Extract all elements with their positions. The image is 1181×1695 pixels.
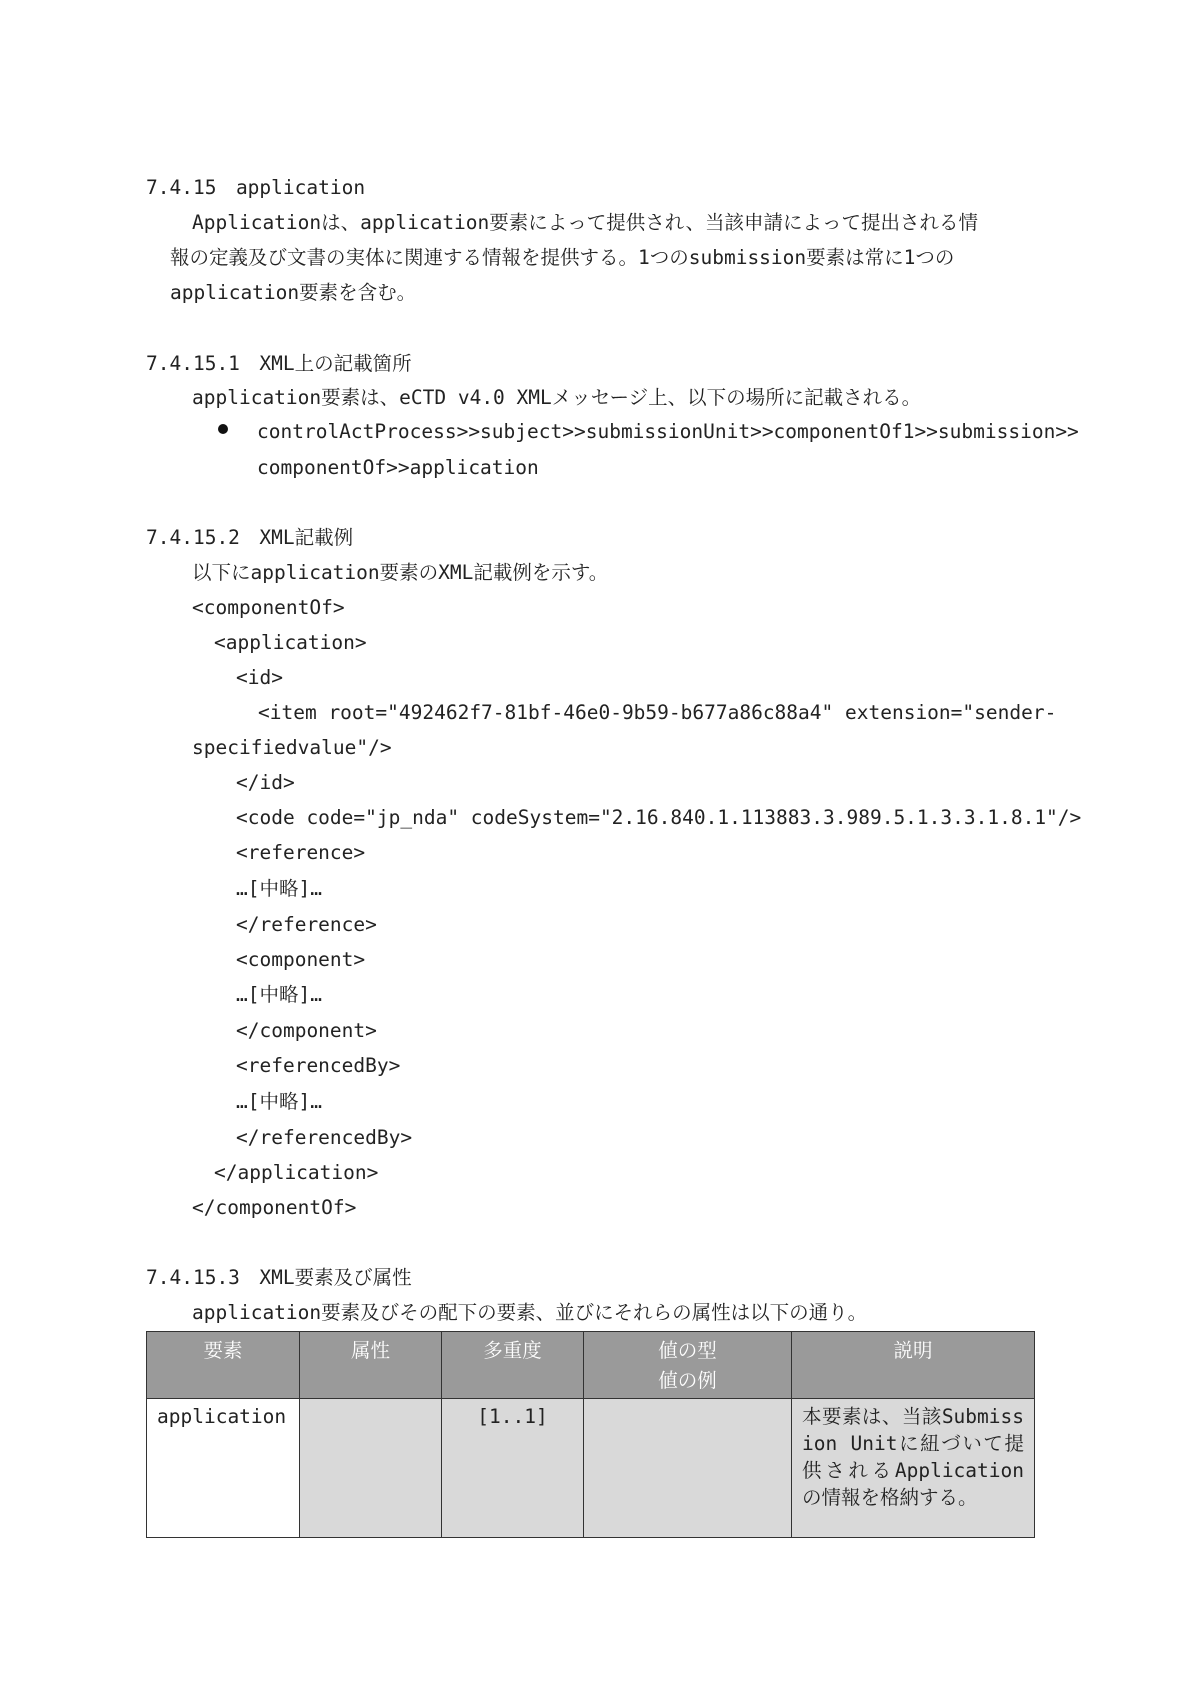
table-header-row	[147, 1332, 1035, 1399]
code-line: …[中略]…	[236, 1090, 322, 1113]
subsection-3-text: application要素及びその配下の要素、並びにそれらの属性は以下の通り。	[192, 1301, 868, 1324]
bullet-path-line-1: controlActProcess>>subject>>submissionUnit>>componentOf1>>submission>>	[257, 420, 1079, 443]
code-line: <code code="jp_nda" codeSystem="2.16.840.1.113883.3.989.5.1.3.3.1.8.1"/>	[236, 806, 1082, 829]
code-line: </referencedBy>	[236, 1126, 413, 1149]
intro-line-1: Applicationは、application要素によって提供され、当該申請によって提出される情	[192, 211, 978, 234]
cell-attribute	[300, 1399, 442, 1538]
bullet-icon	[218, 424, 228, 434]
header-value-type	[584, 1332, 792, 1399]
subsection-3-title: 7.4.15.3 XML要素及び属性	[146, 1266, 412, 1289]
subsection-1-title: 7.4.15.1 XML上の記載箇所	[146, 352, 412, 375]
table-row	[147, 1399, 1035, 1538]
header-attribute: 属性	[300, 1332, 442, 1399]
section-title: 7.4.15 application	[146, 176, 366, 199]
code-line: </reference>	[236, 913, 377, 936]
cell-description: 本要素は、当該Submission Unitに紐づいて提供されるApplicationの情報を格納する。	[792, 1399, 1035, 1538]
code-line: <componentOf>	[192, 596, 345, 619]
code-line: <item root="492462f7-81bf-46e0-9b59-b677a86c88a4" extension="sender-	[258, 701, 1057, 724]
bullet-path-line-2: componentOf>>application	[257, 456, 539, 479]
code-line: </componentOf>	[192, 1196, 357, 1219]
header-value-type-label: 値の型	[658, 1339, 717, 1362]
cell-value-type	[584, 1399, 792, 1538]
header-value-example-label: 値の例	[658, 1369, 717, 1392]
code-line: <reference>	[236, 841, 366, 864]
code-line: specifiedvalue"/>	[192, 736, 392, 759]
code-line: <component>	[236, 948, 366, 971]
code-line: <id>	[236, 666, 283, 689]
subsection-1-text: application要素は、eCTD v4.0 XMLメッセージ上、以下の場所に記載される。	[192, 386, 922, 409]
cell-element: application	[147, 1399, 300, 1538]
cell-cardinality: [1..1]	[442, 1399, 584, 1538]
header-cardinality: 多重度	[442, 1332, 584, 1399]
intro-line-3: application要素を含む。	[170, 281, 417, 304]
code-line: …[中略]…	[236, 877, 322, 900]
code-line: <referencedBy>	[236, 1054, 401, 1077]
code-line: </application>	[214, 1161, 379, 1184]
code-line: …[中略]…	[236, 983, 322, 1006]
attributes-table	[146, 1331, 1035, 1538]
code-line: </id>	[236, 771, 295, 794]
header-description: 説明	[792, 1332, 1035, 1399]
subsection-2-title: 7.4.15.2 XML記載例	[146, 526, 354, 549]
code-line: </component>	[236, 1019, 377, 1042]
intro-line-2: 報の定義及び文書の実体に関連する情報を提供する。1つのsubmission要素は常に1つの	[170, 246, 955, 269]
header-element: 要素	[147, 1332, 300, 1399]
subsection-2-text: 以下にapplication要素のXML記載例を示す。	[192, 561, 609, 584]
code-line: <application>	[214, 631, 367, 654]
